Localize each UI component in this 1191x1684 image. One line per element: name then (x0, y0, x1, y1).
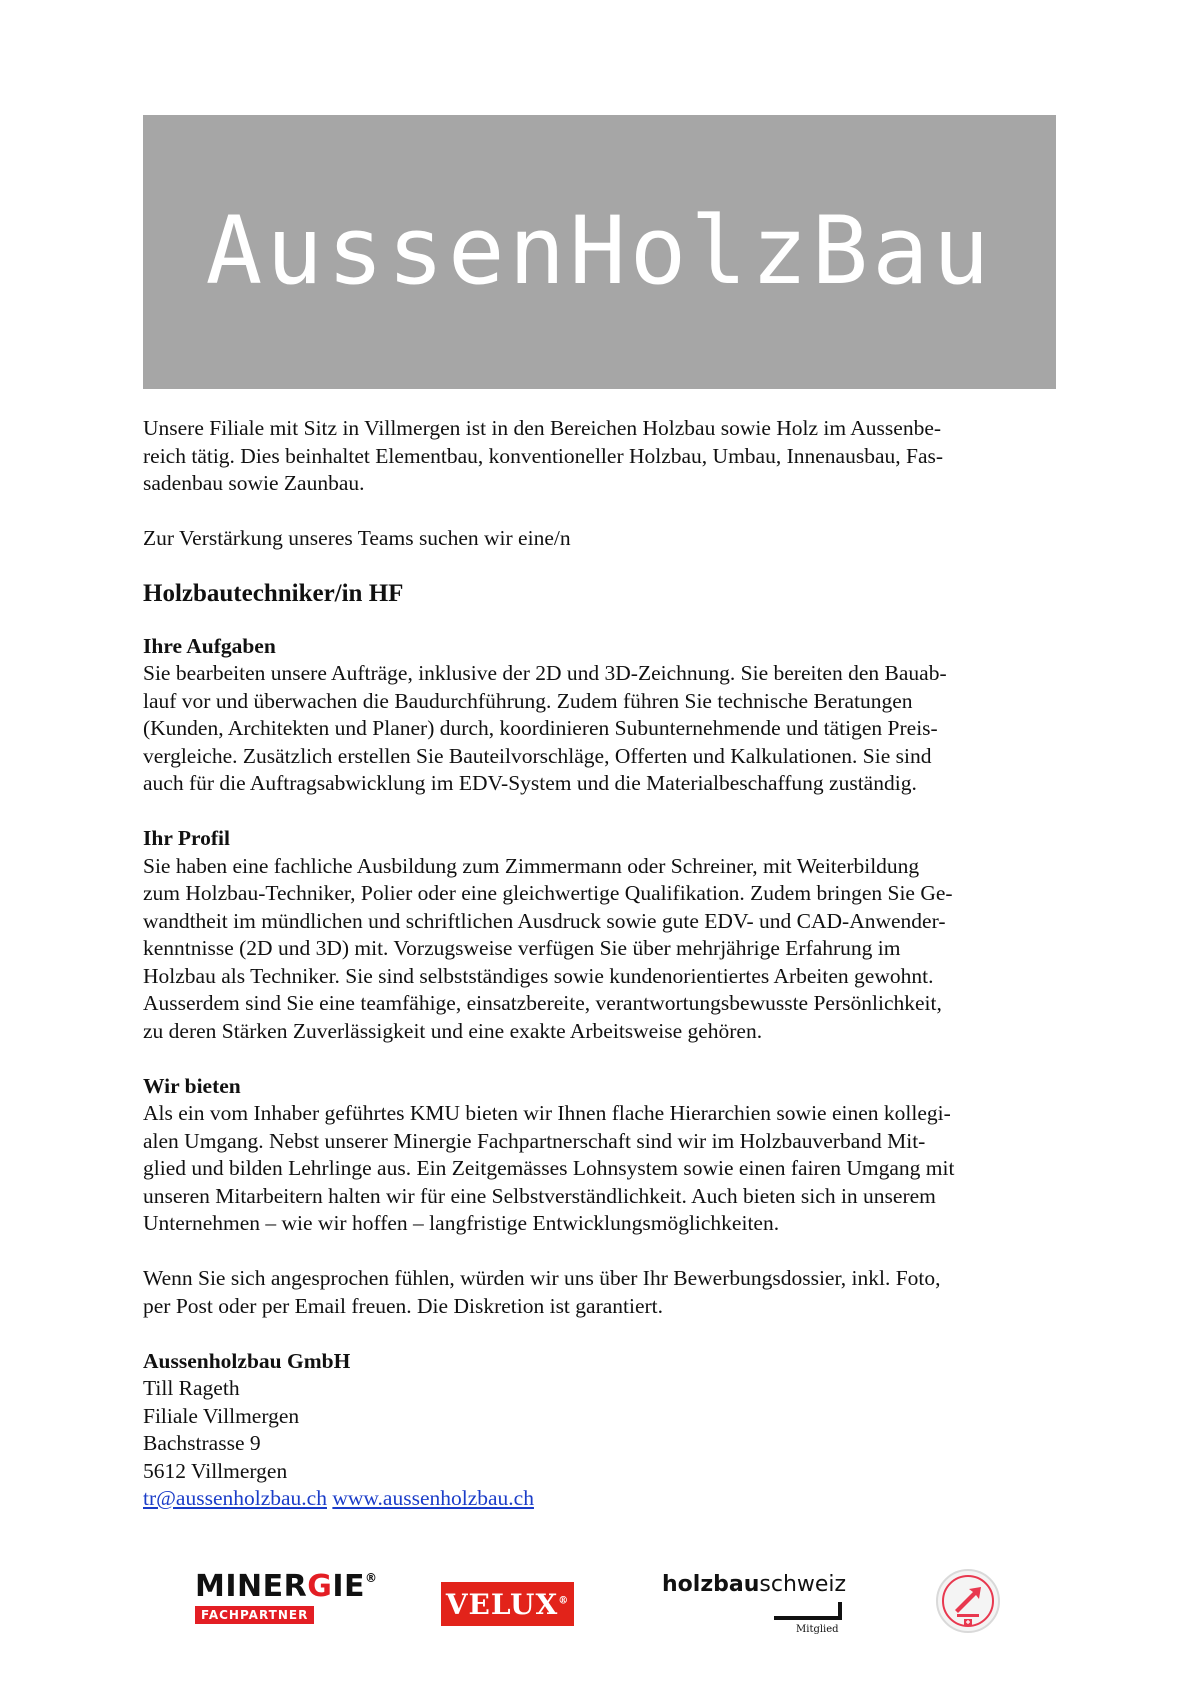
minergie-fachpartner-label: FACHPARTNER (195, 1606, 314, 1624)
aufgaben-line: lauf vor und überwachen die Baudurchführung. Zudem führen Sie technische Beratungen (143, 688, 913, 713)
bieten-line: Als ein vom Inhaber geführtes KMU bieten wir Ihnen flache Hierarchien sowie einen kollegi- (143, 1101, 951, 1125)
company-banner (143, 115, 1056, 389)
bieten-line: glied und bilden Lehrlinge aus. Ein Zeitgemässes Lohnsystem sowie einen fairen Umgang mit (143, 1156, 955, 1180)
bieten-line: alen Umgang. Nebst unserer Minergie Fachpartnerschaft sind wir im Holzbauverband Mit- (143, 1128, 926, 1153)
profil-line: Sie haben eine fachliche Ausbildung zum Zimmermann oder Schreiner, mit Weiterbildung (143, 853, 920, 878)
intro-line: reich tätig. Dies beinhaltet Elementbau, konventioneller Holzbau, Umbau, Innenausbau, Fas- (143, 443, 944, 468)
lehrbetrieb-badge (935, 1568, 1001, 1634)
document-body (143, 415, 1063, 1513)
job-title: Holzbautechniker/in HF (143, 579, 404, 607)
aufgaben-line: auch für die Auftragsabwicklung im EDV-System und die Materialbeschaffung zuständig. (143, 771, 917, 795)
contact-name: Till Rageth (143, 1376, 240, 1400)
website-link[interactable]: www.aussenholzbau.ch (332, 1486, 534, 1510)
email-link[interactable]: tr@aussenholzbau.ch (143, 1486, 327, 1510)
contact-street: Bachstrasse 9 (143, 1431, 261, 1455)
profil-line: Ausserdem sind Sie eine teamfähige, einsatzbereite, verantwortungsbewusste Persönlichkeit, (143, 991, 942, 1015)
profil-line: zum Holzbau-Techniker, Polier oder eine gleichwertige Qualifikation. Zudem bringen Sie Ge- (143, 881, 953, 905)
bieten-line: unseren Mitarbeitern halten wir für eine Selbstverständlichkeit. Auch bieten sich in unserem (143, 1183, 936, 1208)
holzbauschweiz-logo (662, 1574, 852, 1644)
holzbauschweiz-bracket-icon (774, 1602, 842, 1620)
aufgaben-line: (Kunden, Architekten und Planer) durch, koordinieren Subunternehmende und tätigen Preis- (143, 716, 938, 740)
profil-line: kenntnisse (2D und 3D) mit. Vorzugsweise verfügen Sie über mehrjährige Erfahrung im (143, 936, 901, 960)
intro-line: Unsere Filiale mit Sitz in Villmergen ist in den Bereichen Holzbau sowie Holz im Aussenbe- (143, 416, 942, 440)
profil-heading: Ihr Profil (143, 826, 230, 850)
contact-links (143, 1485, 1063, 1513)
minergie-wordmark: MINERGIE® (195, 1569, 378, 1604)
intro-line: sadenbau sowie Zaunbau. (143, 471, 365, 495)
aufgaben-line: Sie bearbeiten unsere Aufträge, inklusive der 2D und 3D-Zeichnung. Sie bereiten den Bauab- (143, 661, 947, 685)
holzbauschweiz-mitglied: Mitglied (796, 1624, 839, 1635)
aufgaben-line: vergleiche. Zusätzlich erstellen Sie Bauteilvorschläge, Offerten und Kalkulationen. Sie sind (143, 743, 932, 768)
holzbauschweiz-wordmark: holzbauschweiz (662, 1572, 847, 1597)
contact-city: 5612 Villmergen (143, 1458, 288, 1483)
bieten-heading: Wir bieten (143, 1073, 241, 1098)
partner-logos (0, 1560, 1191, 1650)
closing-line: per Post oder per Email freuen. Die Diskretion ist garantiert. (143, 1293, 664, 1318)
closing-line: Wenn Sie sich angesprochen fühlen, würden wir uns über Ihr Bewerbungsdossier, inkl. Foto, (143, 1266, 941, 1290)
profil-line: wandtheit im mündlichen und schriftlichen Ausdruck sowie gute EDV- und CAD-Anwender- (143, 908, 946, 933)
team-line: Zur Verstärkung unseres Teams suchen wir eine/n (143, 526, 571, 550)
velux-wordmark: VELUX® (445, 1587, 570, 1621)
velux-logo (441, 1582, 574, 1626)
banner-title: AussenHolzBau (205, 197, 994, 306)
minergie-logo (195, 1569, 378, 1624)
bieten-line: Unternehmen – wie wir hoffen – langfristige Entwicklungsmöglichkeiten. (143, 1211, 780, 1235)
profil-line: zu deren Stärken Zuverlässigkeit und eine exakte Arbeitsweise gehören. (143, 1018, 763, 1043)
contact-branch: Filiale Villmergen (143, 1403, 300, 1428)
contact-company: Aussenholzbau GmbH (143, 1348, 351, 1373)
profil-line: Holzbau als Techniker. Sie sind selbstständiges sowie kundenorientiertes Arbeiten gewohnt. (143, 963, 934, 988)
lehrbetrieb-badge-icon (935, 1568, 1001, 1634)
aufgaben-heading: Ihre Aufgaben (143, 633, 276, 658)
